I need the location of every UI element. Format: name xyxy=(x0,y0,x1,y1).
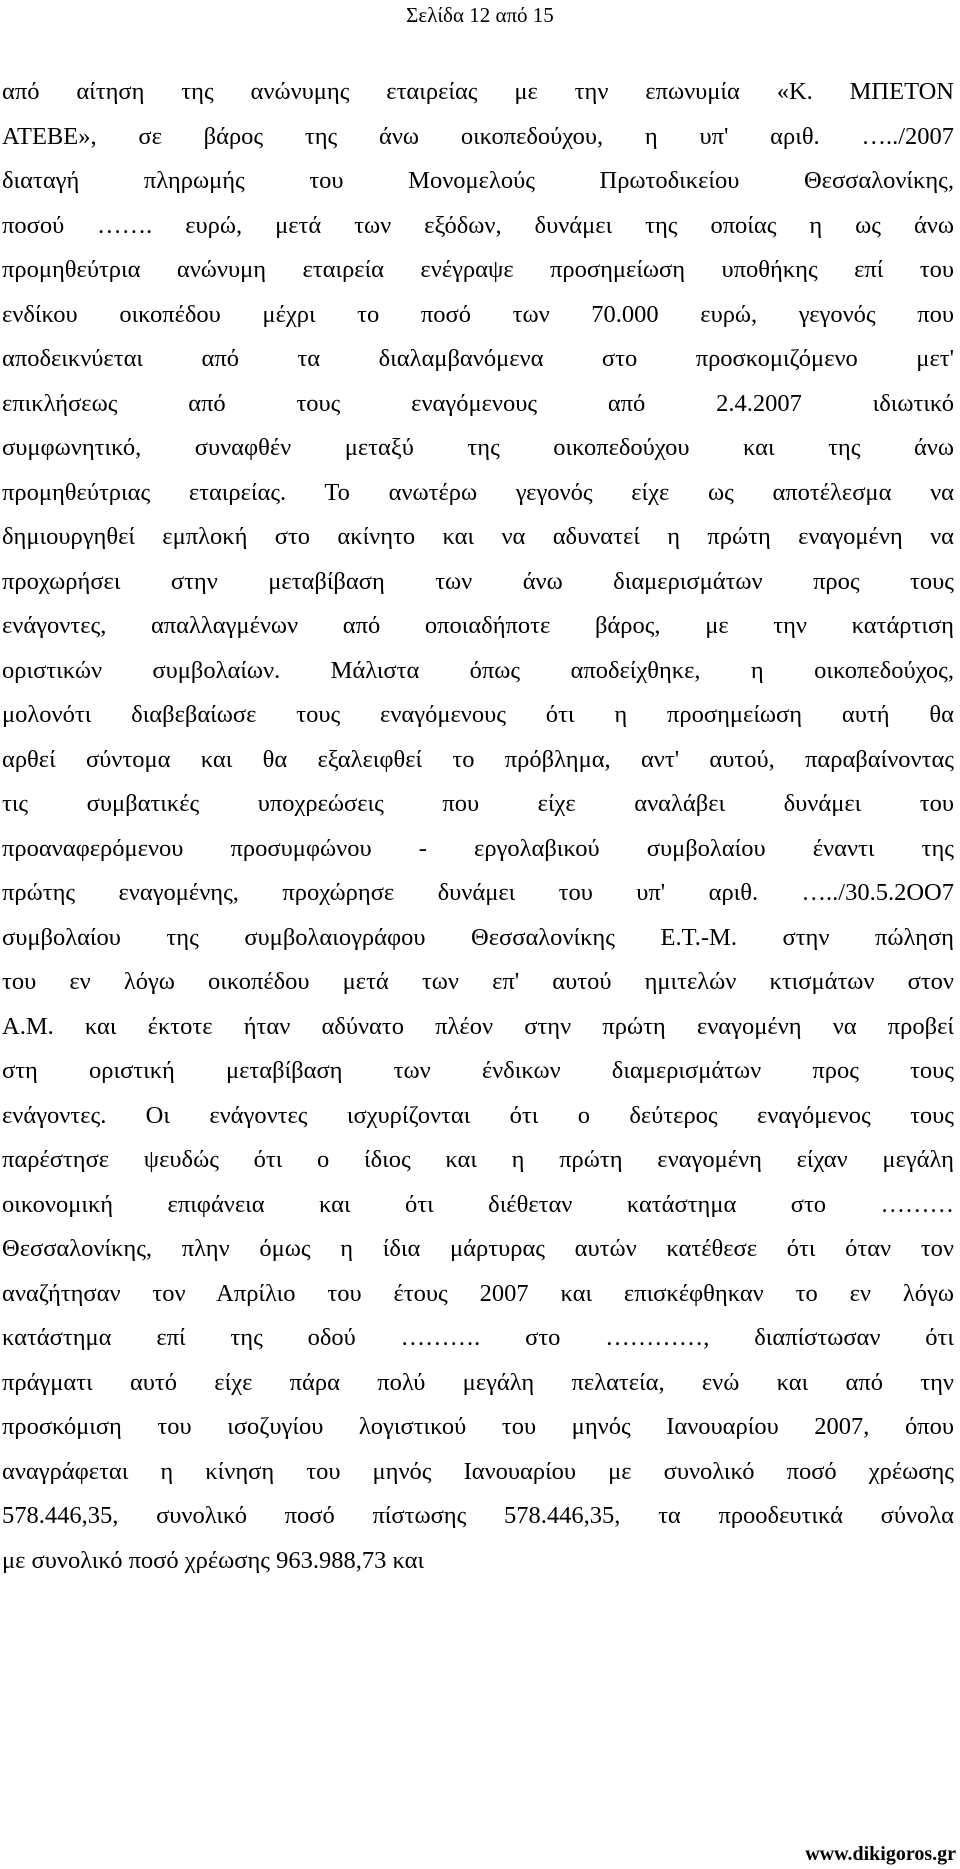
footer-site-link[interactable]: www.dikigoros.gr xyxy=(805,1843,956,1865)
text-line: προσκόμιση του ισοζυγίου λογιστικού του μηνός Ιανουαρίου 2007, όπου xyxy=(2,1413,954,1440)
text-line: ενάγοντες. Οι ενάγοντες ισχυρίζονται ότι ο δεύτερος εναγόμενος τους xyxy=(2,1101,954,1129)
text-line: οικονομική επιφάνεια και ότι διέθεταν κατάστημα στο ……… xyxy=(2,1190,954,1218)
text-line: ενδίκου οικοπέδου μέχρι το ποσό των 70.000 ευρώ, γεγονός που xyxy=(2,300,954,328)
text-line: Θεσσαλονίκης, πλην όμως η ίδια μάρτυρας αυτών κατέθεσε ότι όταν τον xyxy=(2,1235,954,1262)
document-body xyxy=(2,70,954,1583)
text-line: Α.Μ. και έκτοτε ήταν αδύνατο πλέον στην πρώτη εναγομένη να προβεί xyxy=(2,1012,954,1040)
text-line: αρθεί σύντομα και θα εξαλειφθεί το πρόβλημα, αντ' αυτού, παραβαίνοντας xyxy=(2,745,954,773)
text-line: δημιουργηθεί εμπλοκή στο ακίνητο και να αδυνατεί η πρώτη εναγομένη να xyxy=(2,523,954,550)
text-line-last: με συνολικό ποσό χρέωσης 963.988,73 και xyxy=(2,1546,425,1574)
text-line: προμηθεύτρια ανώνυμη εταιρεία ενέγραψε προσημείωση υποθήκης επί του xyxy=(2,256,954,283)
text-line: οριστικών συμβολαίων. Μάλιστα όπως αποδείχθηκε, η οικοπεδούχος, xyxy=(2,656,954,684)
text-line: πρώτης εναγομένης, προχώρησε δυνάμει του υπ' αριθ. …../30.5.2ΟΟ7 xyxy=(2,879,954,906)
text-line: συμφωνητικό, συναφθέν μεταξύ της οικοπεδούχου και της άνω xyxy=(2,434,954,461)
text-line: από αίτηση της ανώνυμης εταιρείας με την επωνυμία «Κ. ΜΠΕΤΟΝ xyxy=(2,78,954,105)
text-line: στη οριστική μεταβίβαση των ένδικων διαμερισμάτων προς τους xyxy=(2,1057,954,1084)
text-line: πράγματι αυτό είχε πάρα πολύ μεγάλη πελατεία, ενώ και από την xyxy=(2,1368,954,1396)
text-line: ενάγοντες, απαλλαγμένων από οποιαδήποτε βάρος, με την κατάρτιση xyxy=(2,612,954,639)
text-line: παρέστησε ψευδώς ότι ο ίδιος και η πρώτη εναγομένη είχαν μεγάλη xyxy=(2,1146,954,1173)
text-line: αποδεικνύεται από τα διαλαμβανόμενα στο προσκομιζόμενο μετ' xyxy=(2,345,954,372)
text-line: κατάστημα επί της οδού ………. στο …………, διαπίστωσαν ότι xyxy=(2,1324,954,1351)
page-number-header: Σελίδα 12 από 15 xyxy=(406,3,554,27)
text-line: επικλήσεως από τους εναγόμενους από 2.4.2007 ιδιωτικό xyxy=(2,389,954,417)
text-line: 578.446,35, συνολικό ποσό πίστωσης 578.446,35, τα προοδευτικά σύνολα xyxy=(2,1502,954,1529)
text-line: συμβολαίου της συμβολαιογράφου Θεσσαλονίκης Ε.Τ.-Μ. στην πώληση xyxy=(2,923,954,951)
text-line: αναγράφεται η κίνηση του μηνός Ιανουαρίου με συνολικό ποσό χρέωσης xyxy=(2,1457,954,1485)
text-line: ποσού ……. ευρώ, μετά των εξόδων, δυνάμει της οποίας η ως άνω xyxy=(2,211,954,239)
text-line: προχωρήσει στην μεταβίβαση των άνω διαμερισμάτων προς τους xyxy=(2,567,954,595)
text-line: του εν λόγω οικοπέδου μετά των επ' αυτού ημιτελών κτισμάτων στον xyxy=(2,968,954,995)
text-line: τις συμβατικές υποχρεώσεις που είχε αναλάβει δυνάμει του xyxy=(2,790,954,817)
text-line: μολονότι διαβεβαίωσε τους εναγόμενους ότι η προσημείωση αυτή θα xyxy=(2,701,954,728)
text-line: προμηθεύτριας εταιρείας. Το ανωτέρω γεγονός είχε ως αποτέλεσμα να xyxy=(2,478,954,506)
text-line: προαναφερόμενου προσυμφώνου - εργολαβικού συμβολαίου έναντι της xyxy=(2,834,954,862)
text-line: διαταγή πληρωμής του Μονομελούς Πρωτοδικείου Θεσσαλονίκης, xyxy=(2,167,954,194)
text-line: αναζήτησαν τον Απρίλιο του έτους 2007 και επισκέφθηκαν το εν λόγω xyxy=(2,1279,954,1307)
text-line: ΑΤΕΒΕ», σε βάρος της άνω οικοπεδούχου, η υπ' αριθ. …../2007 xyxy=(2,122,954,150)
